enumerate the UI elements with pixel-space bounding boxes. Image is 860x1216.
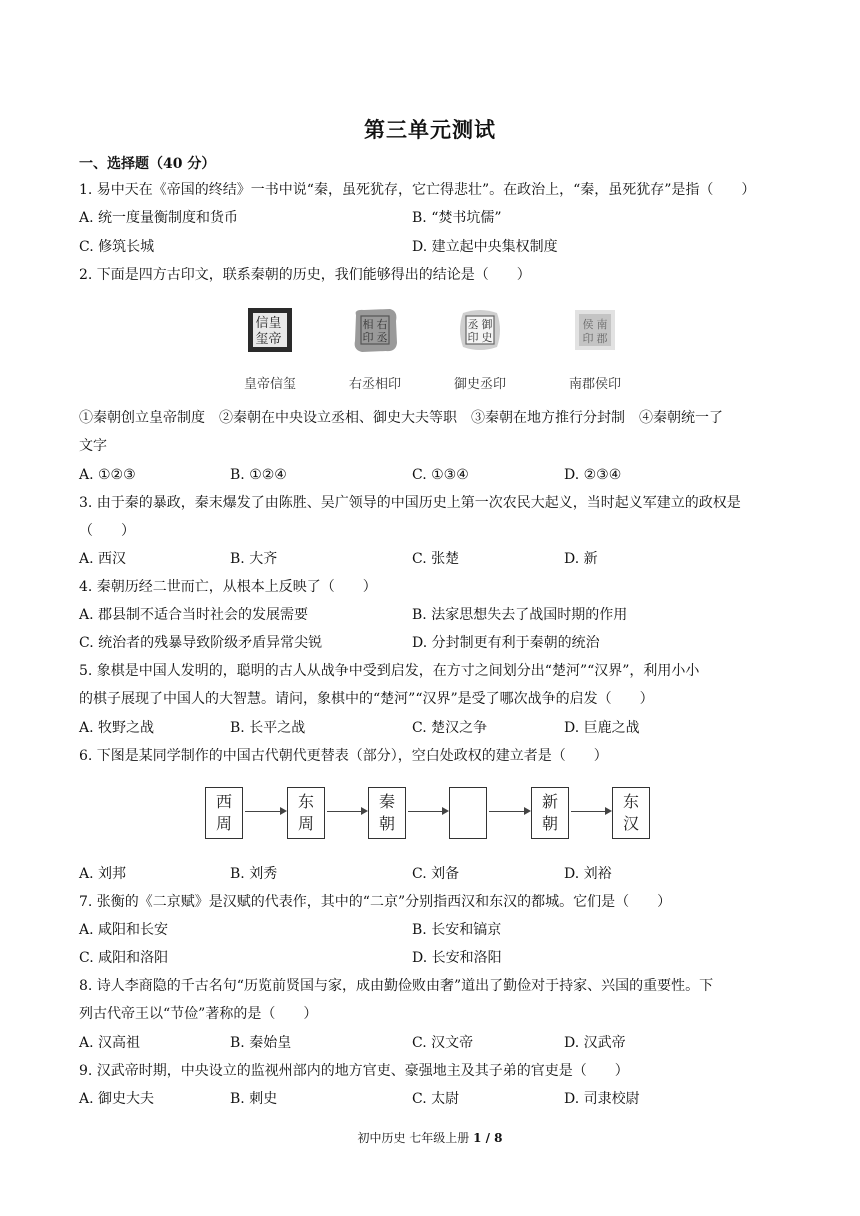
- question-6-option-b[interactable]: B. 刘秀: [230, 866, 278, 882]
- question-9-option-c[interactable]: C. 太尉: [412, 1091, 460, 1107]
- question-7-option-d[interactable]: D. 长安和洛阳: [412, 950, 502, 966]
- flow-box-3: [368, 787, 406, 839]
- question-8-option-c[interactable]: C. 汉文帝: [412, 1035, 474, 1051]
- question-4-option-c[interactable]: C. 统治者的残暴导致阶级矛盾异常尖锐: [79, 635, 323, 651]
- question-6-option-c[interactable]: C. 刘备: [412, 866, 460, 882]
- flow-box-2-top: 东: [297, 792, 314, 811]
- flow-arrow-4: [489, 811, 529, 812]
- question-7-stem: 7. 张衡的《二京赋》是汉赋的代表作，其中的“二京”分别指西汉和东汉的都城。它们是（ ）: [79, 894, 672, 910]
- question-3-stem-line-2: （ ）: [79, 523, 135, 539]
- question-6-option-d[interactable]: D. 刘裕: [564, 866, 612, 882]
- section-heading: 一、选择题（40 分）: [79, 156, 216, 172]
- flow-box-2: [287, 787, 325, 839]
- flow-box-1: [205, 787, 243, 839]
- question-5-option-d[interactable]: D. 巨鹿之战: [564, 720, 640, 736]
- seal-2-char-1: 右: [376, 318, 388, 331]
- question-2-option-d[interactable]: D. ②③④: [564, 467, 622, 483]
- seal-2-char-4: 印: [362, 331, 374, 344]
- flow-box-blank[interactable]: [449, 787, 487, 839]
- seal-3-caption: 御史丞印: [453, 377, 506, 392]
- question-8-stem-line-1: 8. 诗人李商隐的千古名句“历览前贤国与家，成由勤俭败由奢”道出了勤俭对于持家、兴国的重要性。下: [79, 978, 714, 994]
- question-3-option-a[interactable]: A. 西汉: [79, 551, 127, 567]
- seal-4-image: [570, 305, 620, 355]
- question-8-option-d[interactable]: D. 汉武帝: [564, 1035, 626, 1051]
- seal-1-char-4: 玺: [255, 332, 269, 347]
- seal-1-image: [245, 305, 295, 355]
- flow-box-3-top: 秦: [378, 792, 395, 811]
- flow-box-5-top: 新: [541, 792, 558, 811]
- flow-box-6-bottom: 汉: [622, 814, 639, 833]
- seal-2-image: [350, 305, 400, 355]
- question-2-option-c[interactable]: C. ①③④: [412, 467, 469, 483]
- question-8-option-a[interactable]: A. 汉高祖: [79, 1035, 141, 1051]
- question-9-option-a[interactable]: A. 御史大夫: [79, 1091, 155, 1107]
- question-3-option-c[interactable]: C. 张楚: [412, 551, 460, 567]
- seal-2-char-2: 丞: [376, 331, 388, 344]
- seal-images: [232, 305, 642, 393]
- seal-1-char-1: 皇: [268, 316, 282, 331]
- question-8-stem-line-2: 列古代帝王以“节俭”著称的是（ ）: [79, 1006, 318, 1022]
- seal-4-char-4: 印: [582, 332, 594, 345]
- question-2-option-a[interactable]: A. ①②③: [79, 467, 136, 483]
- question-3-option-b[interactable]: B. 大齐: [230, 551, 278, 567]
- seal-1-char-3: 信: [255, 316, 269, 331]
- question-4-option-b[interactable]: B. 法家思想失去了战国时期的作用: [412, 607, 628, 623]
- seal-3-char-2: 史: [481, 331, 493, 344]
- flow-box-1-bottom: 周: [215, 814, 232, 833]
- question-8-option-b[interactable]: B. 秦始皇: [230, 1035, 292, 1051]
- question-1-option-a[interactable]: A. 统一度量衡制度和货币: [79, 210, 239, 226]
- seal-4-char-3: 侯: [582, 318, 594, 331]
- question-5-stem-line-2: 的棋子展现了中国人的大智慧。请问，象棋中的“楚河”“汉界”是受了哪次战争的启发（ ）: [79, 691, 654, 707]
- question-9-stem: 9. 汉武帝时期，中央设立的监视州部内的地方官吏、豪强地主及其子弟的官吏是（ ）: [79, 1063, 629, 1079]
- dynasty-flowchart: [205, 787, 655, 843]
- flow-arrow-5: [571, 811, 610, 812]
- flow-arrow-1: [245, 811, 285, 812]
- seal-3-image: [455, 305, 505, 355]
- question-2-stem: 2. 下面是四方古印文，联系秦朝的历史，我们能够得出的结论是（ ）: [79, 267, 531, 283]
- question-2-statements-line-1: ①秦朝创立皇帝制度 ②秦朝在中央设立丞相、御史大夫等职 ③秦朝在地方推行分封制 ④秦朝统一了: [79, 410, 723, 426]
- flow-box-3-bottom: 朝: [378, 814, 395, 833]
- seal-4: [557, 305, 633, 392]
- question-1-option-b[interactable]: B. “焚书坑儒”: [412, 210, 502, 226]
- seal-3: [442, 305, 518, 392]
- seal-4-char-1: 南: [596, 318, 608, 331]
- flow-box-2-bottom: 周: [297, 814, 314, 833]
- question-9-option-d[interactable]: D. 司隶校尉: [564, 1091, 640, 1107]
- seal-3-char-3: 丞: [467, 318, 479, 331]
- seal-3-char-1: 御: [481, 318, 493, 331]
- seal-2-char-3: 相: [362, 318, 374, 331]
- question-4-stem: 4. 秦朝历经二世而亡，从根本上反映了（ ）: [79, 579, 377, 595]
- question-5-option-b[interactable]: B. 长平之战: [230, 720, 306, 736]
- question-1-option-d[interactable]: D. 建立起中央集权制度: [412, 239, 558, 255]
- question-5-option-c[interactable]: C. 楚汉之争: [412, 720, 488, 736]
- page-title: 第三单元测试: [364, 117, 496, 142]
- question-7-option-c[interactable]: C. 咸阳和洛阳: [79, 950, 169, 966]
- question-6-stem: 6. 下图是某同学制作的中国古代朝代更替表（部分），空白处政权的建立者是（ ）: [79, 748, 608, 764]
- question-4-option-d[interactable]: D. 分封制更有利于秦朝的统治: [412, 635, 600, 651]
- seal-2: [337, 305, 413, 392]
- seal-4-caption: 南郡侯印: [568, 377, 621, 392]
- seal-2-caption: 右丞相印: [348, 377, 401, 392]
- question-3-option-d[interactable]: D. 新: [564, 551, 598, 567]
- question-2-statements-line-2: 文字: [79, 438, 107, 454]
- question-3-stem-line-1: 3. 由于秦的暴政，秦末爆发了由陈胜、吴广领导的中国历史上第一次农民大起义，当时起义军建立的政权是: [79, 495, 741, 511]
- question-7-option-b[interactable]: B. 长安和镐京: [412, 922, 502, 938]
- flow-arrow-3: [408, 811, 447, 812]
- seal-4-char-2: 郡: [596, 332, 608, 345]
- page-footer: [0, 1129, 860, 1146]
- page-number: 1 / 8: [473, 1131, 503, 1145]
- footer-text: 初中历史 七年级上册: [357, 1131, 474, 1145]
- seal-1-char-2: 帝: [268, 332, 282, 347]
- question-9-option-b[interactable]: B. 刺史: [230, 1091, 278, 1107]
- flow-box-1-top: 西: [215, 792, 232, 811]
- question-7-option-a[interactable]: A. 咸阳和长安: [79, 922, 169, 938]
- flow-box-5: [531, 787, 569, 839]
- flow-box-5-bottom: 朝: [541, 814, 558, 833]
- question-6-option-a[interactable]: A. 刘邦: [79, 866, 127, 882]
- question-5-option-a[interactable]: A. 牧野之战: [79, 720, 155, 736]
- question-1-option-c[interactable]: C. 修筑长城: [79, 239, 155, 255]
- seal-1: [232, 305, 308, 392]
- flow-box-6-top: 东: [622, 792, 639, 811]
- flow-arrow-2: [327, 811, 366, 812]
- seal-1-caption: 皇帝信玺: [243, 377, 296, 392]
- seal-3-char-4: 印: [467, 331, 479, 344]
- question-1-stem: 1. 易中天在《帝国的终结》一书中说“秦，虽死犹存，它亡得悲壮”。在政治上，“秦，虽死犹存”是指（ ）: [79, 182, 756, 198]
- flow-box-6: [612, 787, 650, 839]
- question-5-stem-line-1: 5. 象棋是中国人发明的，聪明的古人从战争中受到启发，在方寸之间划分出“楚河”“汉界”，利用小小: [79, 663, 700, 679]
- question-2-option-b[interactable]: B. ①②④: [230, 467, 287, 483]
- question-4-option-a[interactable]: A. 郡县制不适合当时社会的发展需要: [79, 607, 309, 623]
